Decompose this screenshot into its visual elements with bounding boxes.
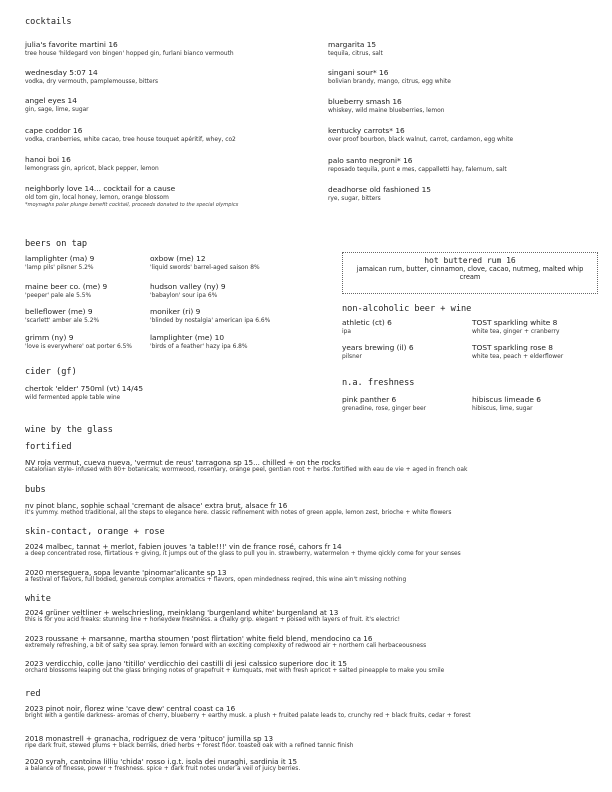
item-description: rye, sugar, bitters [328,196,381,202]
menu-item [328,156,507,174]
item-name: hudson valley (ny) 9 [150,282,226,291]
item-description: 'liquid swords' barrel-aged saison 8% [150,265,260,271]
menu-item [342,318,392,336]
menu-item [25,757,300,773]
menu-item [328,97,444,115]
item-name: lamplighter (ma) 9 [25,254,95,263]
menu-item [472,343,563,361]
menu-item [150,282,226,300]
item-name: grimm (ny) 9 [25,333,74,342]
menu-item [25,40,234,58]
item-name: 2024 grüner veltliner + welschriesling, meinklang 'burgenland white' burgenland at 13 [25,608,339,617]
menu-item [342,395,426,413]
menu-item [25,254,94,272]
item-description: bolivian brandy, mango, citrus, egg white [328,79,451,85]
menu-item [25,333,132,351]
item-description: grenadine, rose, ginger beer [342,406,426,412]
item-description: bright with a gentile darkness- aromas of cherry, blueberry + earthy musk. a plush + fruited palate leads to, crunchy red + black fruits, cedar + forest [25,713,471,719]
menu-item [25,68,158,86]
item-name: hibiscus limeade 6 [472,395,541,404]
item-name: athletic (ct) 6 [342,318,392,327]
menu-item [25,96,89,114]
item-description: whiskey, wild maine blueberries, lemon [328,108,445,114]
item-name: NV roja vermut, cueva nueva, 'vermut de reus' tarragona sp 15... chilled + on the rocks [25,458,341,467]
item-name: belleflower (me) 9 [25,307,93,316]
item-description: 'lamp pils' pilsner 5.2% [25,265,94,271]
menu-item [150,254,260,272]
item-description: pilsner [342,354,362,360]
item-name: chertok 'elder' 750ml (vt) 14/45 [25,384,144,393]
menu-item [25,734,353,750]
hot-buttered-rum-name: hot buttered rum 16 [424,256,516,265]
menu-item [25,501,451,517]
item-name: neighborly love 14... cocktail for a cause [25,184,176,193]
item-description: gin, sage, lime, sugar [25,107,89,113]
section-heading-cocktails: cocktails [25,17,72,27]
item-name: 2023 pinot noir, florez wine 'cave dew' central coast ca 16 [25,704,236,713]
section-heading-non-alcoholic: non-alcoholic beer + wine [342,304,472,314]
item-description: ipa [342,329,351,335]
item-name: kentucky carrots* 16 [328,126,405,135]
item-name: nv pinot blanc, sophie schaal 'cremant de alsace' extra brut, alsace fr 16 [25,501,288,510]
item-description: 'birds of a feather' hazy ipa 6.8% [150,344,248,350]
item-description: 'scarlett' amber ale 5.2% [25,318,100,324]
item-description: 'peeper' pale ale 5.5% [25,293,92,299]
item-name: margarita 15 [328,40,377,49]
menu-item [472,395,541,413]
wine-subsection-heading: bubs [25,485,46,495]
menu-item [25,184,238,209]
item-name: 2018 monastrell + granacha, rodriguez de vera 'pituco' jumilla sp 13 [25,734,274,743]
item-description: catalonian style- infused with 80+ botanicals; wormwood, rosemary, orange peel, gentian root + herbs .fortified with eau de vie + aged in french oak [25,467,468,473]
item-description: tequila, citrus, salt [328,51,383,57]
item-name: 2023 roussane + marsanne, martha stoumen 'post flirtation' white field blend, mendocino ca 16 [25,634,373,643]
menu-item [25,659,444,675]
item-description: old tom gin, local honey, lemon, orange blossom [25,195,169,201]
hot-buttered-rum-desc: jamaican rum, butter, cinnamon, clove, cacao, nutmeg, malted whip cream [356,265,584,281]
item-description: 'love is everywhere' oat porter 6.5% [25,344,133,350]
menu-item [25,568,406,584]
section-heading-beers: beers on tap [25,239,88,249]
item-name: pink panther 6 [342,395,397,404]
wine-subsection-heading: white [25,594,51,604]
wine-subsection-heading: fortified [25,442,72,452]
item-name: hanoi boi 16 [25,155,71,164]
item-description: it's yummy. method traditional, all the steps to elegance here. classic refinement with notes of green apple, lemon zest, brioche + white flowers [25,510,452,516]
item-name: oxbow (me) 12 [150,254,206,263]
hot-buttered-rum-box [342,252,598,294]
item-description: vodka, dry vermouth, pamplemousse, bitters [25,79,159,85]
menu-item [25,282,107,300]
item-description: 'blinded by nostalgia' american ipa 6.6% [150,318,271,324]
item-description: vodka, cranberries, white cacao, tree house touquet apéritif, whey, co2 [25,137,236,143]
menu-item [342,343,414,361]
menu-item [25,307,99,325]
item-description: wild fermented apple table wine [25,395,121,401]
menu-item [25,458,467,474]
menu-item [25,542,461,558]
item-name: lamplighter (me) 10 [150,333,225,342]
menu-item [328,126,513,144]
item-description: white tea, peach + elderflower [472,354,564,360]
menu-item [150,307,270,325]
item-name: wednesday 5:07 14 [25,68,98,77]
menu-item [328,185,431,203]
item-footnote: *moynaghs polar plunge benefit cocktail, proceeds donated to the special olympics [25,202,239,208]
item-description: over proof bourbon, black walnut, carrot, cardamon, egg white [328,137,514,143]
item-name: TOST sparkling rose 8 [472,343,553,352]
item-name: julia's favorite martini 16 [25,40,118,49]
item-name: 2024 malbec, tannat + merlot, fabien jouves 'a table!!!' vin de france rosé, cahors fr 14 [25,542,342,551]
item-description: a balance of finesse, power + freshness. spice + dark fruit notes under a veil of juicy berries. [25,766,301,772]
item-description: ripe dark fruit, stewed plums + black berries, dried herbs + forest floor. toasted oak with a refined tannic finish [25,743,354,749]
menu-item [25,155,159,173]
item-description: white tea, ginger + cranberry [472,329,560,335]
item-name: maine beer co. (me) 9 [25,282,108,291]
section-heading-wine: wine by the glass [25,425,113,435]
menu-item [25,126,236,144]
item-name: singani sour* 16 [328,68,389,77]
item-description: reposado tequila, punt e mes, cappalletti hay, falernum, salt [328,167,507,173]
menu-item [25,634,426,650]
menu-item [150,333,248,351]
item-name: 2020 syrah, cantoina lilliu 'chida' rosso i.g.t. isola dei nuraghi, sardinia it 15 [25,757,298,766]
menu-item [328,68,451,86]
item-name: deadhorse old fashioned 15 [328,185,431,194]
item-description: hibiscus, lime, sugar [472,406,533,412]
item-name: TOST sparkling white 8 [472,318,558,327]
item-description: lemongrass gin, apricot, black pepper, lemon [25,166,159,172]
section-heading-cider: cider (gf) [25,367,77,377]
item-description: a festival of flavors, full bodied, generous complex aromatics + flavors, open mindedness reqired, this wine ain't missing nothing [25,577,407,583]
item-name: years brewing (il) 6 [342,343,414,352]
menu-item [25,608,400,624]
menu-item [472,318,559,336]
item-name: cape coddor 16 [25,126,83,135]
item-description: extremely refreshing, a bit of salty sea spray. lemon forward with an exciting complexity of redwood air + northern cali herbaceousness [25,643,427,649]
item-name: angel eyes 14 [25,96,77,105]
menu-item [25,704,471,720]
item-description: this is for you acid freaks: stunning line + honeydew freshness. a chalky grip. elegant + poised with layers of fruit. it's electric! [25,617,400,623]
item-name: palo santo negroni* 16 [328,156,413,165]
item-description: 'babaylon' sour ipa 6% [150,293,218,299]
item-name: moniker (ri) 9 [150,307,201,316]
item-name: blueberry smash 16 [328,97,402,106]
item-name: 2020 merseguera, sopa levante 'pinomar'alicante sp 13 [25,568,227,577]
menu-item [328,40,383,58]
menu-item [25,384,143,402]
item-description: orchard blossoms leaping out the glass bringing notes of grapefruit + kumquats, met with fresh apricot + salted pineapple to make you smile [25,668,445,674]
item-description: a deep concentrated rose, flirtatious + giving, it jumps out of the glass to pull you in. strawberry, watermelon + thyme qickly come for your senses [25,551,461,557]
wine-subsection-heading: skin-contact, orange + rose [25,527,165,537]
item-name: 2023 verdicchio, colle jano 'titillo' verdicchio dei castilli di jesi calssico superiore doc it 15 [25,659,348,668]
wine-subsection-heading: red [25,689,41,699]
item-description: tree house 'hildegard von bingen' hopped gin, furlani bianco vermouth [25,51,234,57]
section-heading-na-freshness: n.a. freshness [342,378,415,388]
